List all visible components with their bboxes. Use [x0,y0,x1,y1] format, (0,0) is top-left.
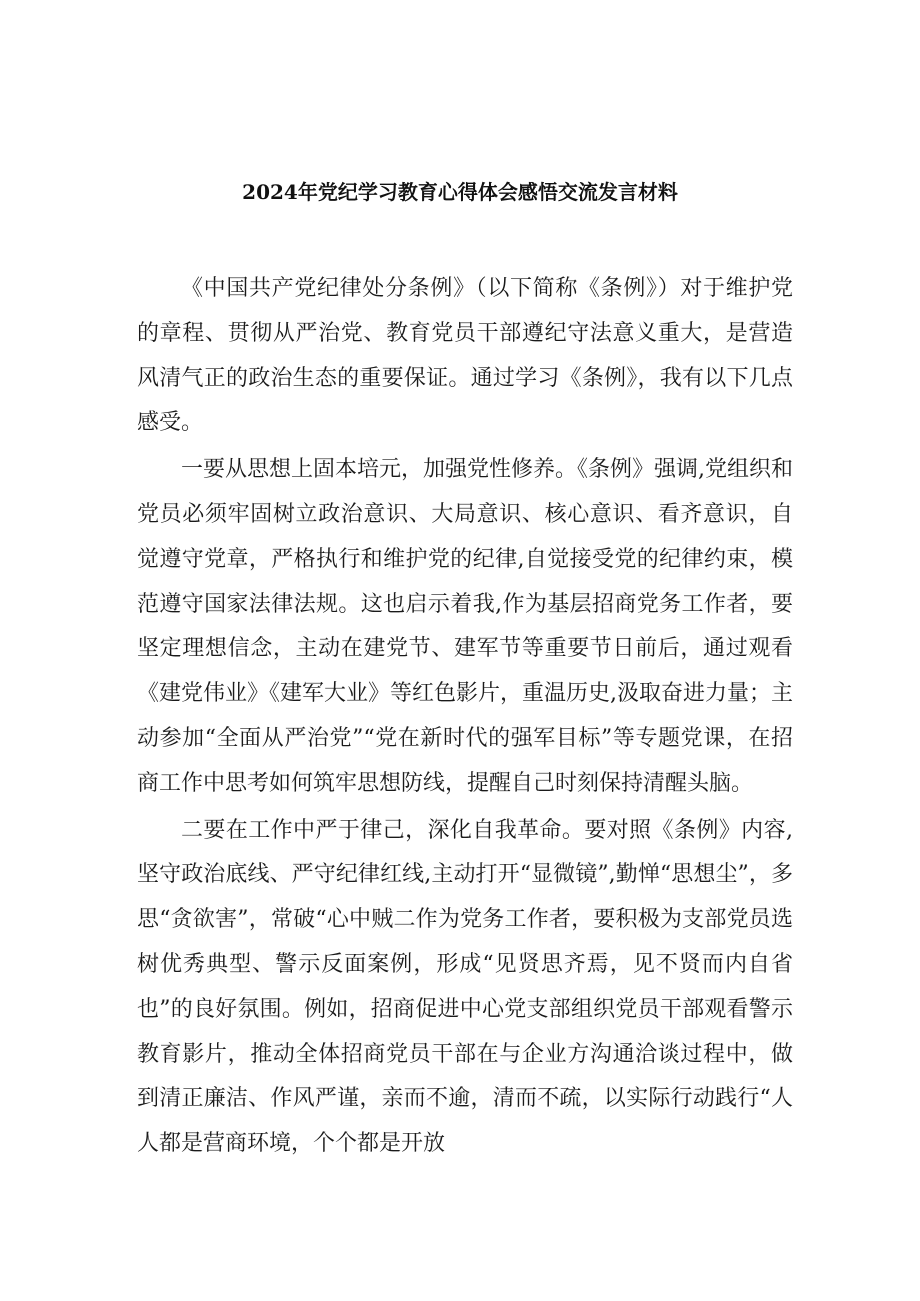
document-body [137,267,793,1169]
paragraph-point-one: 一要从思想上固本培元，加强党性修养。《条例》强调,党组织和党员必须牢固树立政治意识、大局意识、核心意识、看齐意识，自觉遵守党章，严格执行和维护党的纪律,自觉接受党的纪律约束，模范遵守国家法律法规。这也启示着我,作为基层招商党务工作者，要坚定理想信念，主动在建党节、建军节等重要节日前后，通过观看《建党伟业》《建军大业》等红色影片，重温历史,汲取奋进力量；主动参加“全面从严治党”“党在新时代的强军目标”等专题党课，在招商工作中思考如何筑牢思想防线，提醒自己时刻保持清醒头脑。 [137,457,793,796]
paragraph-point-two: 二要在工作中严于律己，深化自我革命。要对照《条例》内容,坚守政治底线、严守纪律红线,主动打开“显微镜”,勤惮“思想尘”，多思“贪欲害”，常破“心中贼二作为党务工作者，要积极为支部党员选树优秀典型、警示反面案例，形成“见贤思齐焉，见不贤而内自省也”的良好氛围。例如，招商促进中心党支部组织党员干部观看警示教育影片，推动全体招商党员干部在与企业方沟通洽谈过程中，做到清正廉洁、作风严谨，亲而不逾，清而不疏，以实际行动践行“人人都是营商环境，个个都是开放 [137,817,793,1157]
paragraph-intro: 《中国共产党纪律处分条例》（以下简称《条例》）对于维护党的章程、贯彻从严治党、教育党员干部遵纪守法意义重大，是营造风清气正的政治生态的重要保证。通过学习《条例》，我有以下几点感受。 [137,276,793,436]
document-title: 2024年党纪学习教育心得体会感悟交流发言材料 [242,180,678,204]
